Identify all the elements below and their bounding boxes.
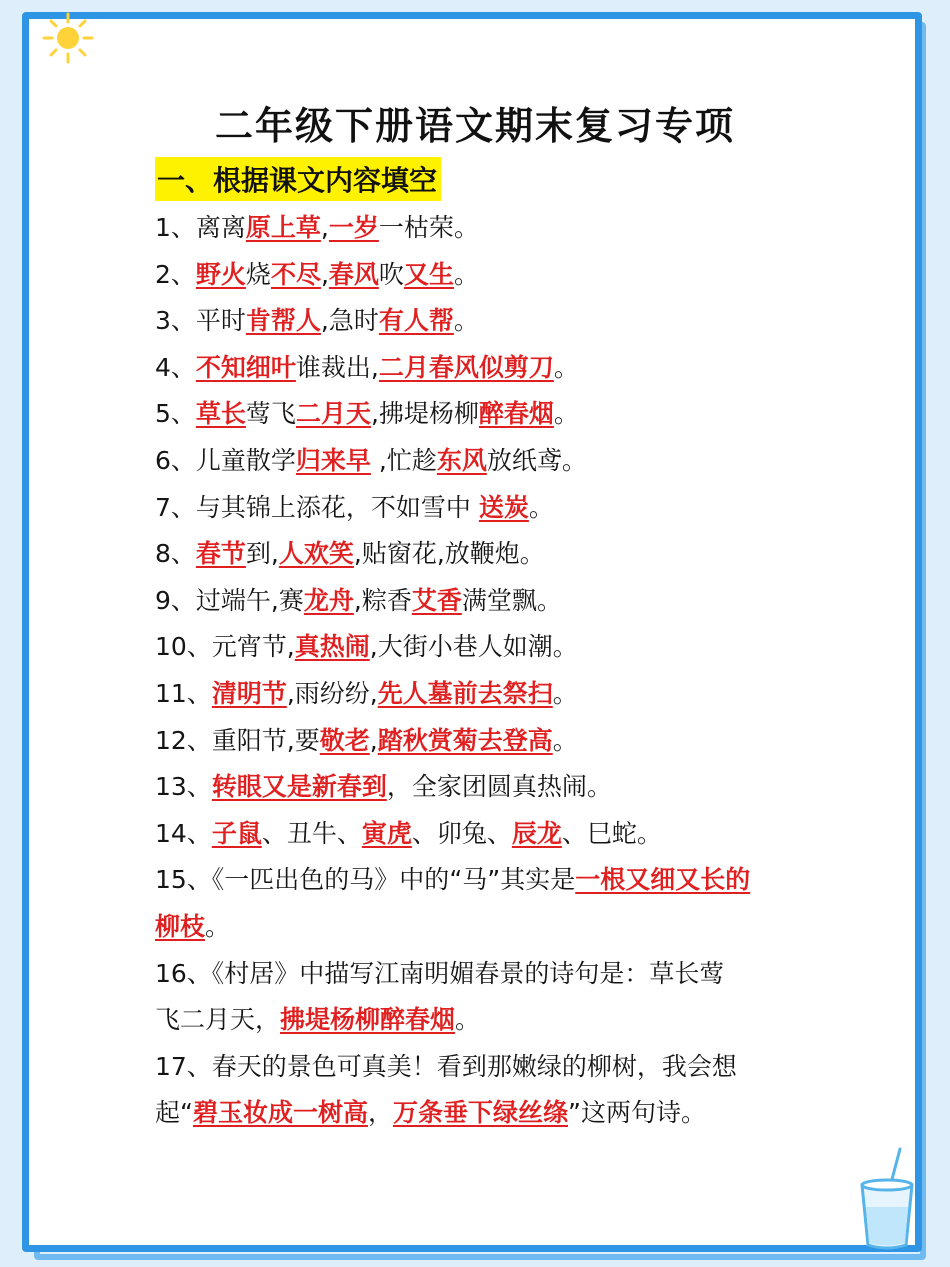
answer-text: 真热闹 <box>294 632 370 662</box>
answer-text: 龙舟 <box>303 585 354 615</box>
answer-text: 又生 <box>403 259 454 289</box>
line-text: ,忙趁 <box>370 445 437 475</box>
answer-text: 寅虎 <box>361 818 412 848</box>
fill-in-list <box>155 205 805 1137</box>
line-text: , <box>369 725 378 755</box>
line-text: ,粽香 <box>353 585 412 615</box>
list-item <box>155 951 805 998</box>
answer-text: 野火 <box>195 259 246 289</box>
line-text: ， <box>367 1098 393 1128</box>
line-text: 。 <box>528 492 554 522</box>
line-text: 烧 <box>245 259 271 289</box>
answer-text: 二月天 <box>295 399 371 429</box>
line-text: 13、 <box>155 772 212 802</box>
line-text: 。 <box>552 725 578 755</box>
answer-text: 辰龙 <box>511 818 562 848</box>
list-item <box>155 438 805 485</box>
line-text: 。 <box>205 911 231 941</box>
answer-text: 肯帮人 <box>245 306 321 336</box>
line-text: 7、与其锦上添花，不如雪中 <box>155 492 479 522</box>
line-text: ,急时 <box>320 306 379 336</box>
list-item <box>155 531 805 578</box>
line-text: 放纸鸢。 <box>486 445 587 475</box>
page-title: 二年级下册语文期末复习专项 <box>214 104 735 148</box>
line-text: 12、重阳节,要 <box>155 725 320 755</box>
answer-text: 春风 <box>328 259 379 289</box>
section-heading: 一、根据课文内容填空 <box>155 157 441 201</box>
line-text: 一枯荣。 <box>378 213 479 242</box>
line-text: 11、 <box>155 678 212 708</box>
line-text: ,贴窗花,放鞭炮。 <box>353 539 545 569</box>
line-text: 、巳蛇。 <box>561 818 662 848</box>
answer-text: 敬老 <box>319 725 370 755</box>
line-text: 。 <box>453 306 479 336</box>
line-text: 。 <box>453 259 479 289</box>
line-text: 17、春天的景色可真美！看到那嫩绿的柳树，我会想 <box>155 1051 737 1081</box>
line-text: 莺飞 <box>245 399 296 429</box>
line-text: ,大街小巷人如潮。 <box>369 632 578 662</box>
line-text: 。 <box>553 399 579 429</box>
line-text: 、卯兔、 <box>411 818 512 848</box>
list-item <box>155 904 805 951</box>
answer-text: 艾香 <box>411 585 462 615</box>
list-item <box>155 764 805 811</box>
line-text: 9、过端午,赛 <box>155 585 304 615</box>
line-text: 谁裁出, <box>295 352 379 382</box>
list-item <box>155 624 805 671</box>
line-text: 。 <box>552 678 578 708</box>
line-text: 。 <box>553 352 579 382</box>
line-text: 8、 <box>155 539 196 569</box>
answer-text: 草长 <box>195 399 246 429</box>
line-text: 16、《村居》中描写江南明媚春景的诗句是：草长莺 <box>155 958 725 988</box>
answer-text: 二月春风似剪刀 <box>378 352 554 382</box>
line-text: 10、元宵节, <box>155 632 295 662</box>
line-text: 起“ <box>155 1098 193 1128</box>
answer-text: 清明节 <box>211 678 287 708</box>
list-item <box>155 997 805 1044</box>
list-item <box>155 252 805 299</box>
list-item <box>155 671 805 718</box>
line-text: ,拂堤杨柳 <box>370 399 479 429</box>
list-item <box>155 718 805 765</box>
drink-cup-icon <box>852 1145 922 1255</box>
answer-text: 春节 <box>195 539 246 569</box>
answer-text: 送炭 <box>478 492 529 522</box>
answer-text: 踏秋赏菊去登高 <box>377 725 553 755</box>
list-item <box>155 1090 805 1137</box>
answer-text: 柳枝 <box>155 911 206 941</box>
line-text: 、丑牛、 <box>261 818 362 848</box>
line-text: 3、平时 <box>155 306 246 336</box>
line-text: 2、 <box>155 259 196 289</box>
list-item <box>155 391 805 438</box>
line-text: 6、儿童散学 <box>155 445 296 475</box>
answer-text: 不尽 <box>270 259 321 289</box>
answer-text: 人欢笑 <box>278 539 354 569</box>
list-item <box>155 857 805 904</box>
line-text: 满堂飘。 <box>461 585 562 615</box>
list-item <box>155 345 805 392</box>
list-item <box>155 205 805 252</box>
answer-text: 归来早 <box>295 445 371 475</box>
line-text: 4、 <box>155 352 196 382</box>
answer-text: 拂堤杨柳醉春烟 <box>280 1005 456 1035</box>
list-item <box>155 811 805 858</box>
list-item <box>155 485 805 532</box>
answer-text: 万条垂下绿丝绦 <box>392 1098 568 1128</box>
answer-text: 一根又细又长的 <box>575 865 751 895</box>
line-text: 5、 <box>155 399 196 429</box>
sun-icon <box>40 10 96 66</box>
line-text: 吹 <box>378 259 404 289</box>
line-text: ，全家团圆真热闹。 <box>386 772 612 802</box>
list-item <box>155 298 805 345</box>
answer-text: 子鼠 <box>211 818 262 848</box>
answer-text: 醉春烟 <box>478 399 554 429</box>
line-text: 飞二月天， <box>155 1005 281 1035</box>
answer-text: 一岁 <box>328 213 379 242</box>
line-text: 15、《一匹出色的马》中的“马”其实是 <box>155 865 576 895</box>
answer-text: 先人墓前去祭扫 <box>377 678 553 708</box>
line-text: 到, <box>245 539 279 569</box>
line-text: , <box>320 213 329 242</box>
answer-text: 碧玉妆成一树高 <box>192 1098 368 1128</box>
line-text: 1、离离 <box>155 213 246 242</box>
line-text: ,雨纷纷, <box>286 678 378 708</box>
list-item <box>155 1044 805 1091</box>
list-item <box>155 578 805 625</box>
line-text: , <box>320 259 329 289</box>
answer-text: 转眼又是新春到 <box>211 772 387 802</box>
answer-text: 东风 <box>436 445 487 475</box>
answer-text: 原上草 <box>245 213 321 242</box>
answer-text: 不知细叶 <box>195 352 296 382</box>
line-text: 。 <box>455 1005 481 1035</box>
line-text: 14、 <box>155 818 212 848</box>
answer-text: 有人帮 <box>378 306 454 336</box>
line-text: ”这两句诗。 <box>568 1098 706 1128</box>
